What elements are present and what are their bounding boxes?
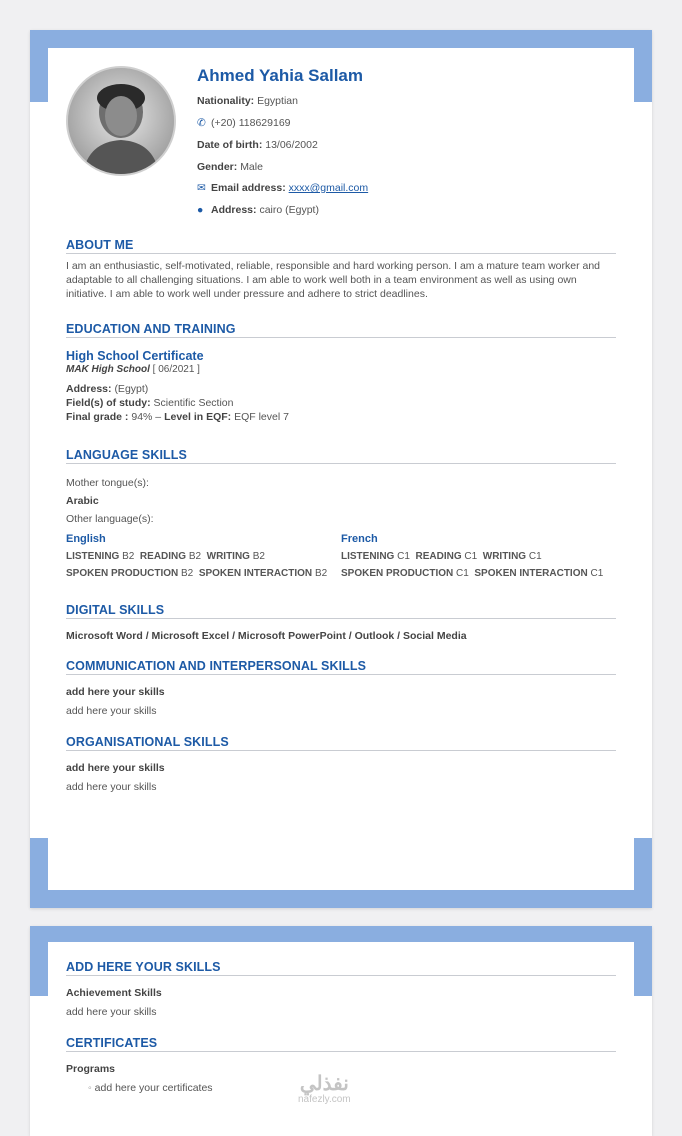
spoken-interaction-label: SPOKEN INTERACTION: [474, 568, 588, 579]
email-label: Email address:: [211, 182, 286, 194]
organisational-line-1: add here your skills: [66, 762, 165, 774]
watermark-latin: nafezly.com: [298, 1094, 351, 1105]
education-grade-label: Final grade :: [66, 411, 129, 423]
mother-tongue-value: Arabic: [66, 495, 99, 507]
top-right-frame-bar: [634, 30, 652, 102]
other-languages-label: Other language(s):: [66, 513, 154, 525]
english-writing: B2: [252, 551, 265, 562]
education-field-label: Field(s) of study:: [66, 397, 151, 409]
spoken-production-label: SPOKEN PRODUCTION: [66, 568, 179, 579]
spoken-interaction-label: SPOKEN INTERACTION: [198, 568, 313, 579]
dob-label: Date of birth:: [197, 139, 263, 151]
education-degree: High School Certificate: [66, 349, 204, 363]
address-row: [197, 204, 319, 216]
cv-page-1: [30, 30, 652, 908]
communication-title: COMMUNICATION AND INTERPERSONAL SKILLS: [66, 659, 616, 675]
extra-skills-section: [66, 960, 616, 1019]
certificates-item-1: add here your certificates: [94, 1082, 213, 1094]
reading-label: READING: [415, 551, 462, 562]
french-name: French: [341, 533, 378, 545]
writing-label: WRITING: [482, 551, 527, 562]
english-spoken-production: B2: [181, 568, 194, 579]
communication-section: [66, 659, 616, 718]
reading-label: READING: [139, 551, 187, 562]
french-productive: [341, 568, 603, 579]
education-address: (Egypt): [114, 383, 149, 395]
education-school: MAK High School: [66, 364, 150, 375]
gender-row: [197, 161, 263, 173]
writing-label: WRITING: [206, 551, 250, 562]
organisational-title: ORGANISATIONAL SKILLS: [66, 735, 616, 751]
phone-value: (+20) 118629169: [211, 117, 291, 129]
mother-tongue-label: Mother tongue(s):: [66, 477, 149, 489]
address-label: Address:: [211, 204, 257, 216]
language-french: [341, 533, 603, 579]
education-field-row: [66, 396, 616, 410]
certificates-subtitle: Programs: [66, 1063, 116, 1075]
nationality-value: Egyptian: [257, 95, 298, 107]
address-value: cairo (Egypt): [259, 204, 319, 216]
communication-line-1: add here your skills: [66, 686, 165, 698]
extra-skills-title: ADD HERE YOUR SKILLS: [66, 960, 616, 976]
organisational-line-2: add here your skills: [66, 781, 157, 793]
extra-skills-subtitle: Achievement Skills: [66, 987, 162, 999]
french-listening: C1: [397, 551, 410, 562]
nafezly-watermark: [298, 1074, 351, 1106]
english-reading: B2: [188, 551, 202, 562]
education-grade: 94%: [131, 411, 153, 423]
candidate-name: Ahmed Yahia Sallam: [197, 66, 363, 85]
education-section: [66, 322, 616, 424]
french-spoken-interaction: C1: [590, 568, 604, 579]
english-listening: B2: [122, 551, 135, 562]
extra-skills-line-1: add here your skills: [66, 1006, 157, 1018]
top-frame-bar: [30, 30, 652, 48]
english-name: English: [66, 533, 106, 545]
education-eqf: EQF level 7: [234, 411, 289, 423]
french-receptive: [341, 551, 603, 562]
language-title: LANGUAGE SKILLS: [66, 448, 616, 464]
top-left-frame-bar: [30, 30, 48, 102]
phone-row: [197, 117, 291, 129]
top-left-frame-bar: [30, 926, 48, 996]
education-field: Scientific Section: [153, 397, 234, 409]
english-receptive: [66, 551, 327, 562]
education-address-label: Address:: [66, 383, 112, 395]
bullet-icon: ◦: [88, 1082, 92, 1094]
about-title: ABOUT ME: [66, 238, 616, 254]
dob-value: 13/06/2002: [265, 139, 318, 151]
envelope-icon: ✉: [197, 182, 206, 194]
english-productive: [66, 568, 327, 579]
french-writing: C1: [528, 551, 542, 562]
nationality-row: [197, 95, 298, 107]
communication-line-2: add here your skills: [66, 705, 157, 717]
organisational-section: [66, 735, 616, 794]
about-text: I am an enthusiastic, self-motivated, reliable, responsible and hard working person. I am a mature team worker and adaptable to all challenging situations. I am able to work well both in a team environment as well as using own initiative. I am able to work well under pressure and adhere to strict deadlines.: [66, 260, 601, 300]
education-date: [ 06/2021 ]: [152, 364, 200, 375]
digital-text: Microsoft Word / Microsoft Excel / Microsoft PowerPoint / Outlook / Social Media: [66, 630, 467, 642]
watermark-arabic: نفذلي: [299, 1073, 349, 1095]
digital-title: DIGITAL SKILLS: [66, 603, 616, 619]
top-frame-bar: [30, 926, 652, 942]
education-school-row: [66, 363, 616, 377]
language-english: [66, 533, 327, 579]
avatar: [66, 66, 176, 176]
digital-section: [66, 603, 616, 643]
email-link[interactable]: xxxx@gmail.com: [288, 182, 369, 194]
about-section: [66, 238, 616, 301]
education-grade-row: Final grade : 94% – Level in EQF: EQF level 7: [66, 411, 289, 423]
dob-row: [197, 139, 318, 151]
french-reading: C1: [464, 551, 478, 562]
certificates-title: CERTIFICATES: [66, 1036, 616, 1052]
education-eqf-label: Level in EQF:: [164, 411, 232, 423]
top-right-frame-bar: [634, 926, 652, 996]
french-spoken-production: C1: [456, 568, 469, 579]
phone-icon: ✆: [197, 117, 206, 129]
spoken-production-label: SPOKEN PRODUCTION: [341, 568, 454, 579]
nationality-label: Nationality:: [197, 95, 255, 107]
english-spoken-interaction: B2: [314, 568, 328, 579]
language-section: [66, 448, 616, 526]
education-title: EDUCATION AND TRAINING: [66, 322, 616, 338]
email-row: [197, 182, 368, 194]
gender-value: Male: [240, 161, 263, 173]
gender-label: Gender:: [197, 161, 238, 173]
location-pin-icon: ●: [197, 204, 204, 216]
listening-label: LISTENING: [341, 551, 395, 562]
education-address-row: [66, 382, 616, 396]
bottom-frame-bar: [30, 890, 652, 908]
listening-label: LISTENING: [66, 551, 120, 562]
